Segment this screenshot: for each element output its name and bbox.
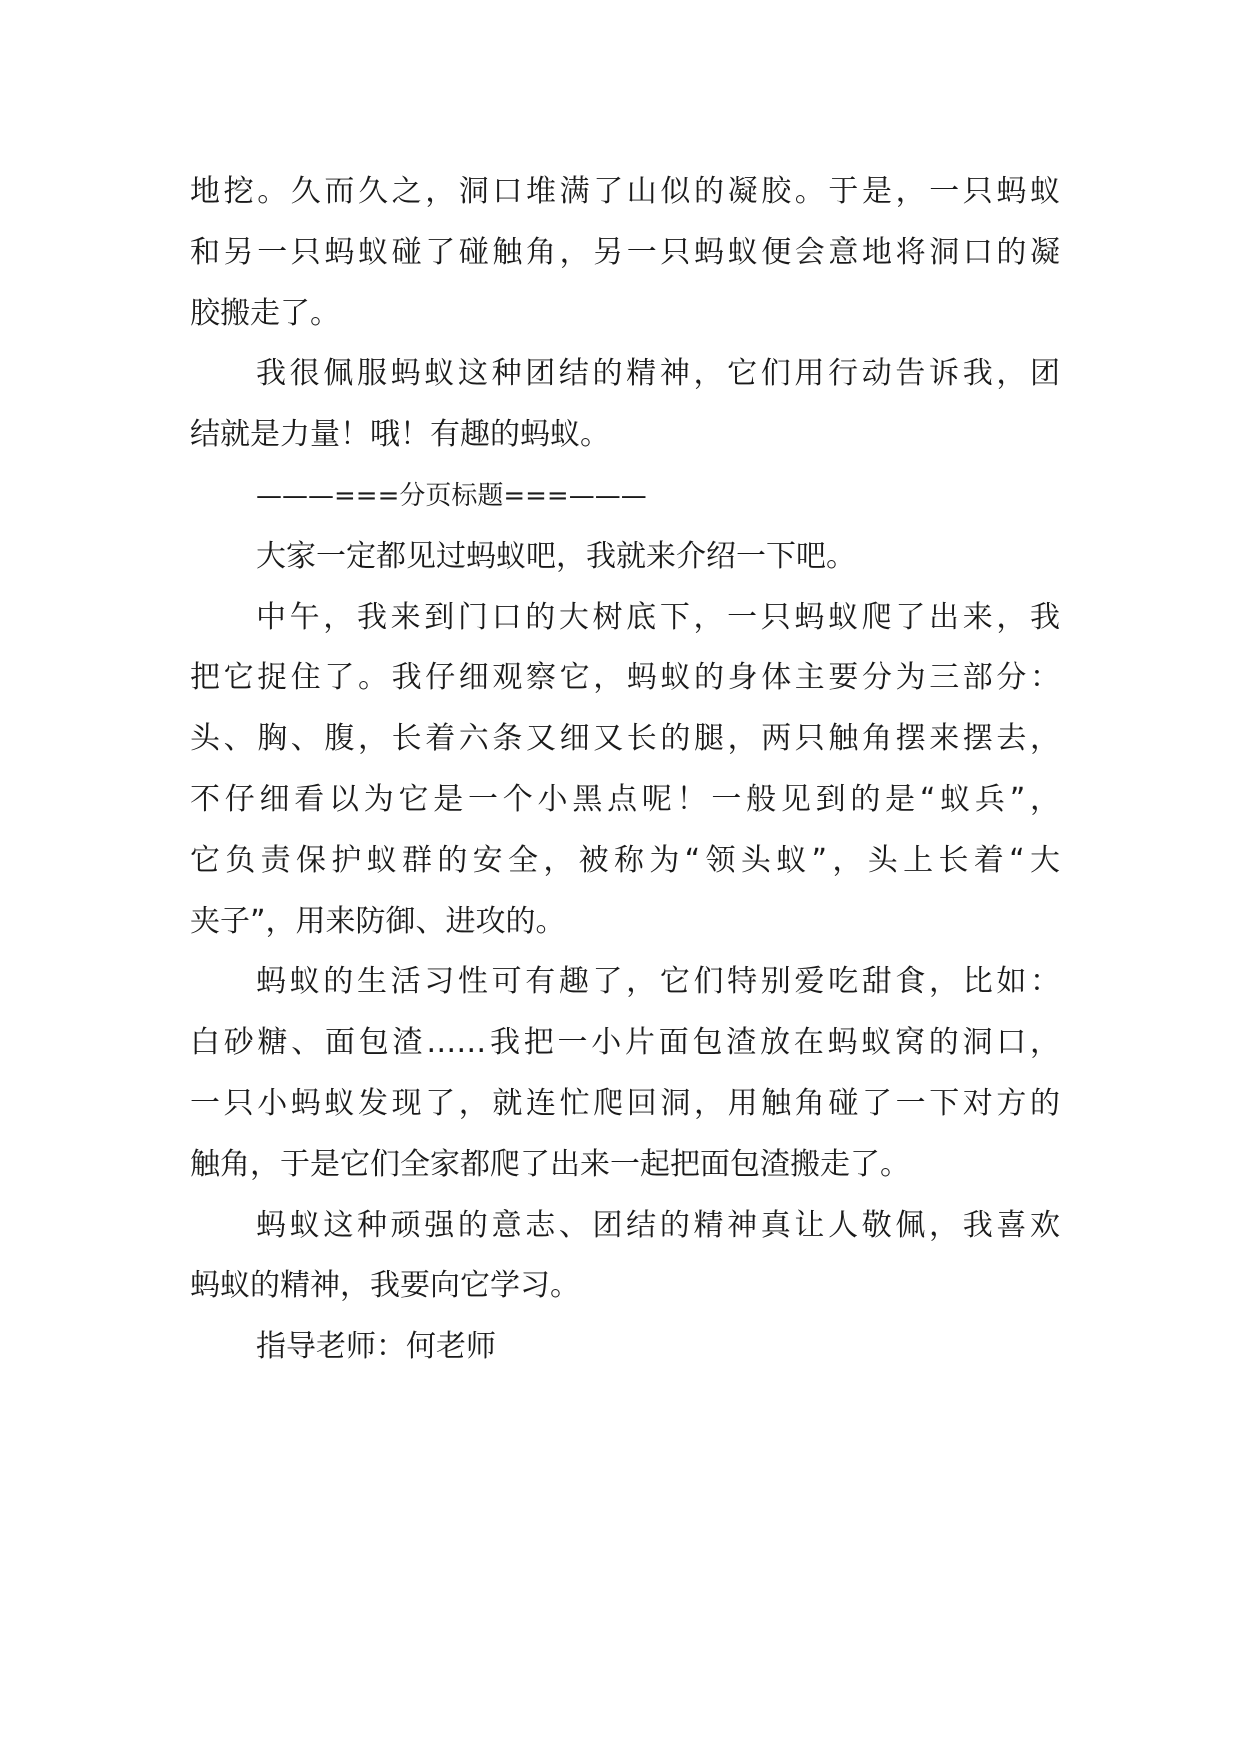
paragraph bbox=[190, 527, 1060, 588]
text-line: 不仔细看以为它是一个小黑点呢！一般见到的是“蚁兵”， bbox=[190, 781, 1060, 817]
text-line: 一只小蚂蚁发现了，就连忙爬回洞，用触角碰了一下对方的 bbox=[190, 1085, 1060, 1121]
text-line: 中午，我来到门口的大树底下，一只蚂蚁爬了出来，我 bbox=[256, 599, 1060, 635]
document-body bbox=[190, 162, 1060, 1378]
paragraph-continuation bbox=[190, 162, 1060, 344]
paragraph-signature bbox=[190, 1317, 1060, 1378]
text-line: 地挖。久而久之，洞口堆满了山似的凝胶。于是，一只蚂蚁 bbox=[190, 174, 1060, 209]
paragraph bbox=[190, 952, 1060, 1195]
paragraph bbox=[190, 1196, 1060, 1318]
text-line: 蚂蚁这种顽强的意志、团结的精神真让人敬佩，我喜欢 bbox=[256, 1207, 1060, 1243]
text-line: 触角，于是它们全家都爬了出来一起把面包渣搬走了。 bbox=[190, 1146, 910, 1182]
text-line: 和另一只蚂蚁碰了碰触角，另一只蚂蚁便会意地将洞口的凝 bbox=[190, 234, 1060, 270]
text-line: 我很佩服蚂蚁这种团结的精神，它们用行动告诉我，团 bbox=[256, 356, 1060, 392]
teacher-credit: 指导老师：何老师 bbox=[256, 1329, 496, 1365]
text-line: 把它捉住了。我仔细观察它，蚂蚁的身体主要分为三部分： bbox=[190, 660, 1060, 696]
text-line: 蚂蚁的生活习性可有趣了，它们特别爱吃甜食，比如： bbox=[256, 964, 1060, 1000]
page-break-title bbox=[190, 466, 1060, 527]
text-line: 它负责保护蚁群的安全，被称为“领头蚁”，头上长着“大 bbox=[190, 842, 1060, 878]
paragraph bbox=[190, 588, 1060, 953]
paragraph bbox=[190, 344, 1060, 466]
text-line: 蚂蚁的精神，我要向它学习。 bbox=[190, 1268, 580, 1304]
text-line: 白砂糖、面包渣……我把一小片面包渣放在蚂蚁窝的洞口， bbox=[190, 1025, 1060, 1061]
text-line: 胶搬走了。 bbox=[190, 295, 340, 331]
text-line: 结就是力量！哦！有趣的蚂蚁。 bbox=[190, 417, 610, 453]
text-line: 夹子”，用来防御、进攻的。 bbox=[190, 903, 566, 939]
text-line: 大家一定都见过蚂蚁吧，我就来介绍一下吧。 bbox=[256, 538, 856, 574]
text-line: 头、胸、腹，长着六条又细又长的腿，两只触角摆来摆去， bbox=[190, 721, 1060, 757]
divider-line: ———===分页标题===——— bbox=[256, 480, 647, 511]
